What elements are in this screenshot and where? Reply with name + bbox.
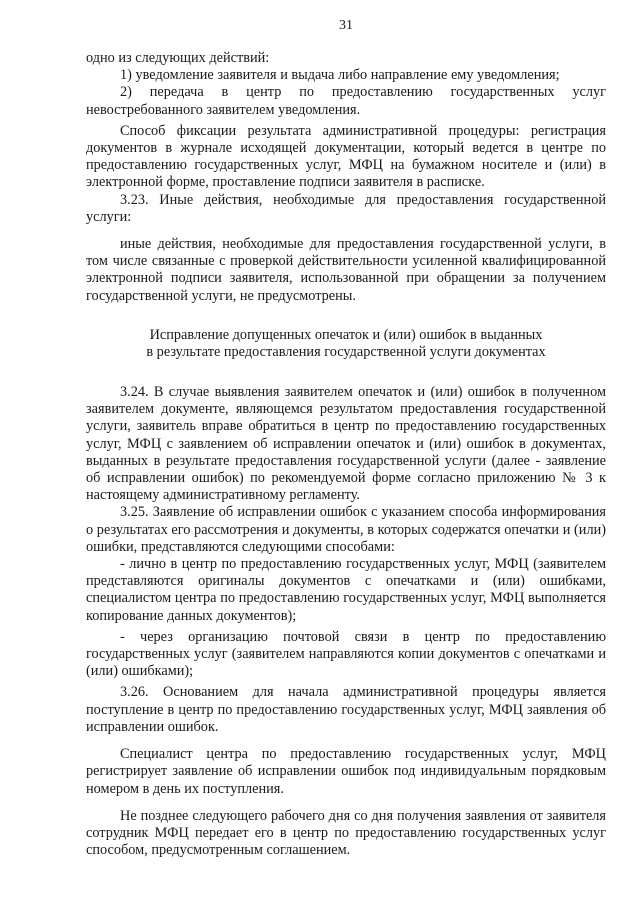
list-item-1: 1) уведомление заявителя и выдача либо направление ему уведомления; (120, 67, 560, 84)
section-heading-line-2: в результате предоставления государственной услуги документах (146, 344, 546, 361)
list-item-by-post: - через организацию почтовой связи в центр по предоставлению государственных услуг (заявителем направляются копии документов с опечатками и (или) ошибками); (86, 628, 606, 680)
paragraph-transfer: Не позднее следующего рабочего дня со дня получения заявления от заявителя сотрудник МФЦ передает его в центр по предоставлению государственных услуг способом, предусмотренным соглашением. (86, 807, 606, 859)
document-page (86, 0, 606, 905)
paragraph-3-24: 3.24. В случае выявления заявителем опечаток и (или) ошибок в полученном заявителем документе, являющемся результатом предоставления государственной услуги, заявитель вправе обратиться в центр по предоставлению государственных услуг, МФЦ с заявлением об исправлении опечаток и (или) ошибок в документах, выданных в результате предоставления государственной услуги (далее - заявление об исправлении ошибок) по рекомендуемой форме согласно приложению № 3 к настоящему административному регламенту. (86, 384, 606, 504)
paragraph-3-26: 3.26. Основанием для начала административной процедуры является поступление в центр по предоставлению государственных услуг, МФЦ заявления об исправлении ошибок. (86, 684, 606, 735)
paragraph-registration: Специалист центра по предоставлению государственных услуг, МФЦ регистрирует заявление об исправлении ошибок под индивидуальным порядковым номером в день их поступления. (86, 746, 606, 797)
paragraph-3-23: 3.23. Иные действия, необходимые для предоставления государственной услуги: (86, 191, 606, 225)
section-heading (86, 327, 606, 362)
page-number: 31 (339, 18, 353, 33)
list-item-2: 2) передача в центр по предоставлению государственных услуг невостребованного заявителем уведомления. (86, 84, 606, 118)
paragraph-other-actions: иные действия, необходимые для предоставления государственной услуги, в том числе связанные с проверкой действительности усиленной квалифицированной электронной подписи заявителя, использованной при обращении за получением государственной услуги, не предусмотрены. (86, 236, 606, 304)
document-body (86, 50, 606, 859)
list-item-in-person: - лично в центр по предоставлению государственных услуг, МФЦ (заявителем представляются оригиналы документов с опечатками и (или) ошибками, специалистом центра по предоставлению государственных услуг, МФЦ выполняется копирование данных документов); (86, 556, 606, 624)
paragraph-fixation-method: Способ фиксации результата административной процедуры: регистрация документов в журнале исходящей документации, который ведется в центре по предоставлению государственных услуг, МФЦ на бумажном носителе и (или) в электронной форме, проставление подписи заявителя в расписке. (86, 122, 606, 191)
paragraph-3-25: 3.25. Заявление об исправлении ошибок с указанием способа информирования о результатах его рассмотрения и документы, в которых содержатся опечатки и (или) ошибки, представляются следующими способами: (86, 504, 606, 555)
paragraph-intro: одно из следующих действий: (86, 50, 270, 66)
section-heading-line-1: Исправление допущенных опечаток и (или) ошибок в выданных (149, 326, 543, 343)
